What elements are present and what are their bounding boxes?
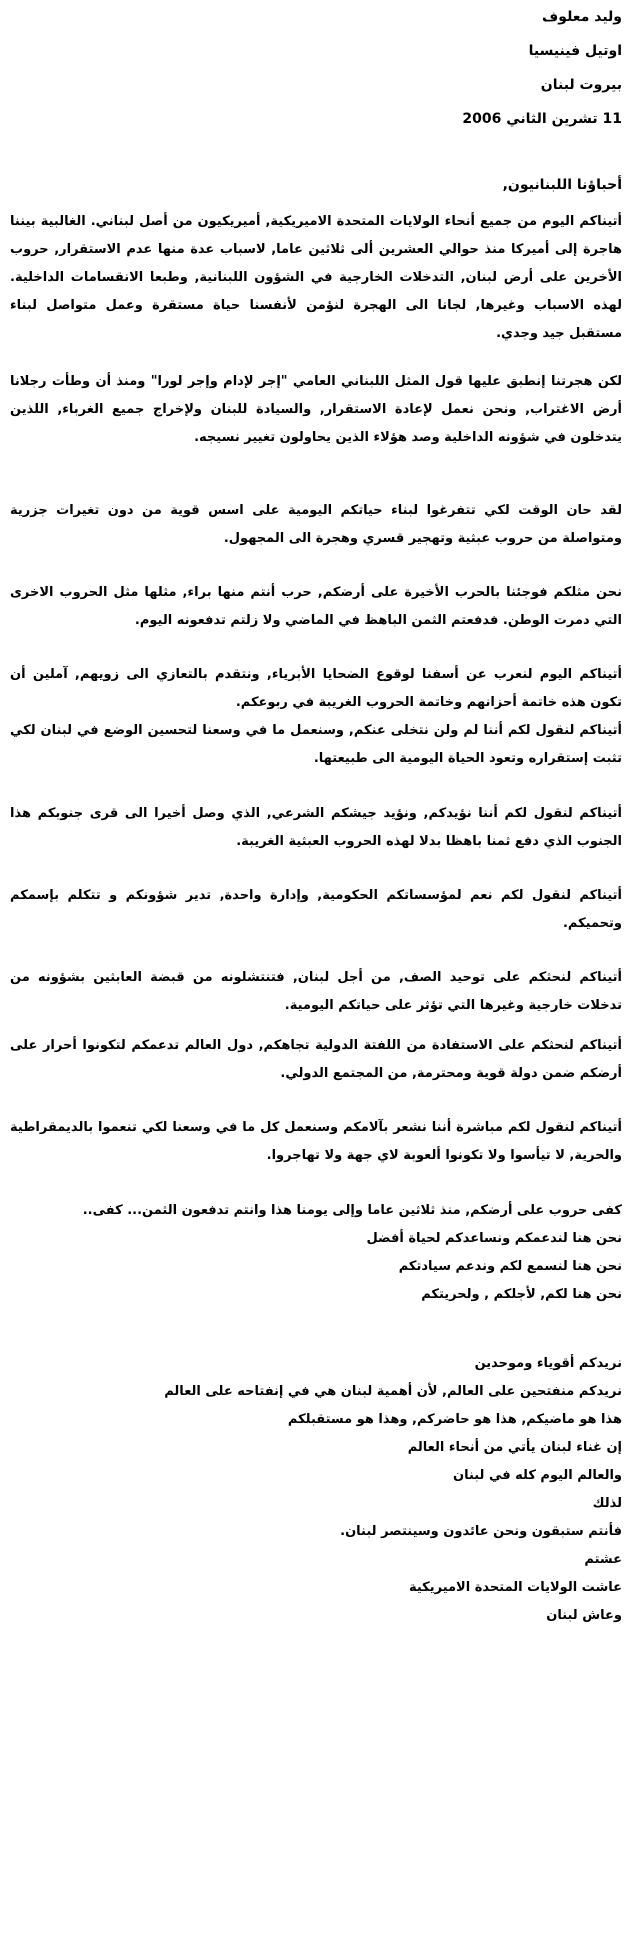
closing-line: والعالم اليوم كله في لبنان (452, 1468, 622, 1483)
paragraph-text: أتيناكم لنقول لكم أننا نؤيدكم, ونؤيد جيشكم الشرعي, الذي وصل أخيرا الى قرى جنوبكم هذا الجنوب الذي دفع ثمنا باهظا بدلا لهذه الحروب العبثية الغريبة. (10, 806, 622, 849)
paragraph-text: أتيناكم لنقول لكم أننا لم ولن نتخلى عنكم, وسنعمل ما في وسعنا لتحسين الوضع في لبنان لكي تثبت إستقراره وتعود الحياة اليومية الى طبيعتها. (10, 723, 622, 766)
closing-line: عشتم (584, 1552, 622, 1567)
paragraph-text: أتيناكم لنحثكم على توحيد الصف, من أجل لبنان, فتنتشلونه من قبضة العابثين بشؤونه من تدخلات خارجية وغيرها التي تؤثر على حياتكم اليومية. (10, 970, 622, 1013)
paragraph-text: أتيناكم اليوم من جميع أنحاء الولايات المتحدة الاميريكية, أميريكيون من أصل لبناني. الغالبية بيننا هاجرة إلى أميركا منذ حوالي العشرين ألى ثلاثين عاما, لاسباب عدة منها عدم الاستقرار, حروب الأخرين على أرض لبنان, التدخلات الخارجية في الشؤون اللبنانية, وطبعا الانقسامات الداخلية. لهذه الاسباب وغيرها, لجانا الى الهجرة لنؤمن لأنفسنا حياة مستقرة وعمل متواصل لبناء مستقبل جيد وجدي. (10, 214, 622, 341)
closing-line: نريدكم منفتحين على العالم, لأن أهمية لبنان هي في إنفتاحه على العالم (164, 1384, 622, 1399)
paragraph-6 (10, 717, 622, 773)
paragraph-text: أتيناكم لنقول لكم مباشرة أننا نشعر بآلامكم وسنعمل كل ما في وسعنا لكي تنعموا بالديمقراطية والحرية, لا تيأسوا ولا تكونوا ألعوبة لاي جهة ولا تهاجروا. (10, 1120, 622, 1163)
paragraph-8 (10, 882, 622, 938)
letter-header (22, 8, 622, 144)
paragraph-7 (10, 800, 622, 856)
closing-block-2 (10, 1350, 622, 1630)
paragraph-text: لقد حان الوقت لكي تتفرغوا لبناء حياتكم اليومية على اسس قوية من دون تغيرات جزرية ومتواصلة من حروب عبثية وتهجير قسري وهجرة الى المجهول. (10, 503, 622, 546)
paragraph-3 (10, 497, 622, 553)
paragraph-text: أتيناكم اليوم لنعرب عن أسفنا لوقوع الضحايا الأبرياء, ونتقدم بالتعازي الى زويهم, آملين أن تكون هذه خاتمة أحزانهم وخاتمة الحروب الغريبة في ربوعكم. (10, 667, 622, 710)
closing-line: إن غناء لبنان يأتي من أنحاء العالم (407, 1440, 622, 1455)
closing-line: نحن هنا لندعمكم ونساعدكم لحياة أفضل (366, 1231, 622, 1246)
sender-city: بيروت لبنان (540, 77, 622, 93)
closing-line: فأنتم ستبقون ونحن عائدون وسينتصر لبنان. (340, 1524, 622, 1539)
closing-line: هذا هو ماضيكم, هذا هو حاضركم, وهذا هو مستقبلكم (287, 1412, 622, 1427)
closing-line: عاشت الولايات المتحدة الاميريكية (408, 1580, 622, 1595)
closing-block-1 (10, 1197, 622, 1309)
paragraph-5 (10, 661, 622, 717)
paragraph-2 (10, 368, 622, 452)
letter-date: 11 تشرين الثاني 2006 (462, 111, 622, 127)
closing-line: نحن هنا لنسمع لكم وندعم سيادتكم (398, 1259, 622, 1274)
paragraph-text: لكن هجرتنا إنطبق عليها قول المثل اللبناني العامي "إجر لإدام وإجر لورا" ومنذ أن وطأت رجلانا أرض الاغتراب, ونحن نعمل لإعادة الاستقرار, والسيادة للبنان ولإخراج جميع الغرباء, اللذين يتدخلون في شؤونه الداخلية وصد هؤلاء الذين يحاولون تغيير نسيجه. (10, 374, 622, 445)
closing-line: لذلك (592, 1496, 622, 1511)
paragraph-text: أتيناكم لنقول لكم نعم لمؤسساتكم الحكومية, وإدارة واحدة, تدير شؤونكم و تتكلم بإسمكم وتحميكم. (10, 888, 622, 931)
paragraph-11 (10, 1114, 622, 1170)
paragraph-10 (10, 1032, 622, 1088)
closing-line: نريدكم أقوياء وموحدين (474, 1356, 622, 1371)
sender-name: وليد معلوف (542, 9, 622, 25)
sender-hotel: اوتيل فينيسيا (528, 43, 622, 59)
paragraph-text: نحن مثلكم فوجئنا بالحرب الأخيرة على أرضكم, حرب أنتم منها براء, مثلها مثل الحروب الاخرى التي دمرت الوطن. فدفعتم الثمن الباهظ في الماضي ولا زلتم تدفعونه اليوم. (10, 585, 622, 628)
paragraph-9 (10, 964, 622, 1020)
closing-line: وعاش لبنان (546, 1608, 622, 1623)
paragraph-1 (10, 208, 622, 348)
greeting: أحباؤنا اللبنانيون, (502, 177, 622, 193)
closing-line: نحن هنا لكم, لأجلكم , ولحريتكم (421, 1287, 622, 1302)
paragraph-4 (10, 579, 622, 635)
paragraph-text: أتيناكم لنحثكم على الاستفادة من اللفتة الدولية تجاهكم, دول العالم تدعمكم لتكونوا أحرار على أرضكم ضمن دولة قوية ومحترمة, من المجتمع الدولي. (10, 1038, 622, 1081)
closing-line: كفى حروب على أرضكم, منذ ثلاثين عاما وإلى يومنا هذا وانتم تدفعون الثمن... كفى.. (82, 1203, 622, 1218)
